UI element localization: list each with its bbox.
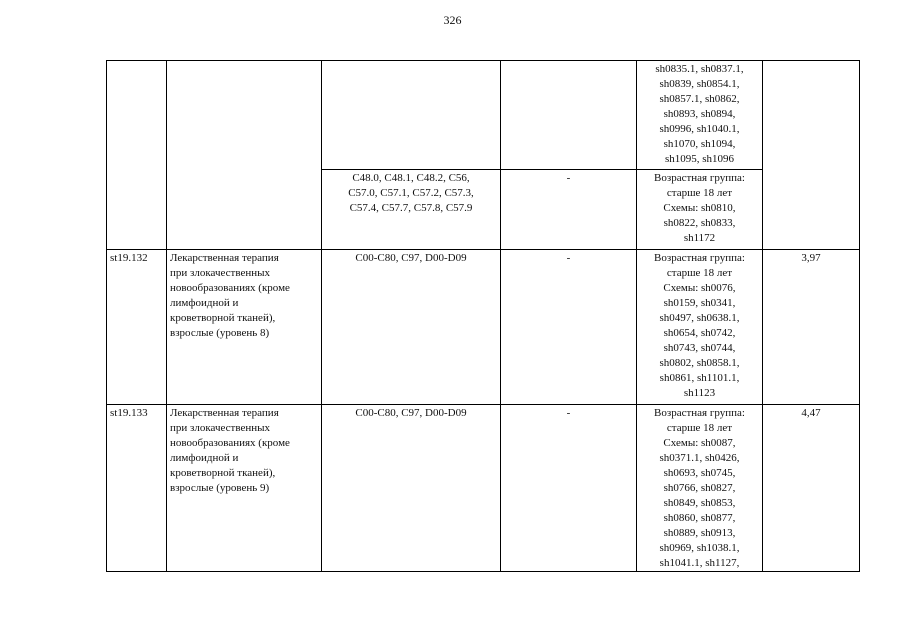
procedures-cell <box>501 61 637 170</box>
procedures-cell: - <box>501 250 637 405</box>
diagnoses-cell <box>322 405 501 572</box>
coefficient-cell: 3,97 <box>763 250 860 405</box>
tariff-table <box>106 60 860 572</box>
cell-line: sh0497, sh0638.1, <box>659 312 740 324</box>
cell-line: C57.0, C57.1, C57.2, C57.3, <box>348 187 474 199</box>
cell-line: sh0969, sh1038.1, <box>659 542 740 554</box>
table-row <box>107 250 860 405</box>
cell-line: кроветворной тканей), <box>170 467 276 479</box>
cell-line: sh0889, sh0913, <box>663 527 736 539</box>
cell-line: sh0893, sh0894, <box>663 108 736 120</box>
cell-line: sh0839, sh0854.1, <box>659 78 740 90</box>
cell-line: sh0860, sh0877, <box>663 512 736 524</box>
diagnoses-cell <box>322 170 501 250</box>
cell-line: Возрастная группа: <box>654 252 745 264</box>
cell-line: sh0861, sh1101.1, <box>659 372 740 384</box>
diagnoses-cell <box>322 250 501 405</box>
cell-line: Схемы: sh0810, <box>663 202 736 214</box>
cell-line: sh1070, sh1094, <box>663 138 736 150</box>
cell-line: при злокачественных <box>170 422 271 434</box>
criteria-cell <box>637 250 763 405</box>
name-cell <box>167 405 322 572</box>
cell-line: Возрастная группа: <box>654 172 745 184</box>
name-cell <box>167 61 322 250</box>
cell-line: sh0822, sh0833, <box>663 217 736 229</box>
cell-line: sh1095, sh1096 <box>664 153 735 165</box>
cell-line: при злокачественных <box>170 267 271 279</box>
cell-line: новообразованиях (кроме <box>170 282 290 294</box>
cell-line: Схемы: sh0087, <box>663 437 736 449</box>
cell-line: старше 18 лет <box>666 422 733 434</box>
criteria-cell <box>637 61 763 170</box>
diagnoses-cell <box>322 61 501 170</box>
cell-line: sh0371.1, sh0426, <box>659 452 740 464</box>
cell-line: Лекарственная терапия <box>170 252 279 264</box>
cell-line: C00-C80, C97, D00-D09 <box>355 252 467 264</box>
cell-line: sh0996, sh1040.1, <box>659 123 740 135</box>
cell-line: sh1041.1, sh1127, <box>659 557 740 569</box>
cell-line: кроветворной тканей), <box>170 312 276 324</box>
cell-line: sh1123 <box>683 387 716 399</box>
cell-line: взрослые (уровень 8) <box>170 327 270 339</box>
cell-line: sh1172 <box>683 232 716 244</box>
cell-line: sh0802, sh0858.1, <box>659 357 740 369</box>
cell-line: sh0835.1, sh0837.1, <box>655 63 744 75</box>
cell-line: Схемы: sh0076, <box>663 282 736 294</box>
procedures-cell: - <box>501 170 637 250</box>
cell-line: старше 18 лет <box>666 267 733 279</box>
cell-line: новообразованиях (кроме <box>170 437 290 449</box>
criteria-cell <box>637 170 763 250</box>
cell-line: C00-C80, C97, D00-D09 <box>355 407 467 419</box>
cell-line: sh0766, sh0827, <box>663 482 736 494</box>
cell-line: sh0743, sh0744, <box>663 342 736 354</box>
table-row <box>107 405 860 572</box>
name-cell <box>167 250 322 405</box>
code-cell: st19.133 <box>107 405 167 572</box>
cell-line: sh0159, sh0341, <box>663 297 736 309</box>
cell-line: старше 18 лет <box>666 187 733 199</box>
code-cell <box>107 61 167 250</box>
cell-line: C48.0, C48.1, C48.2, C56, <box>352 172 470 184</box>
code-cell: st19.132 <box>107 250 167 405</box>
procedures-cell: - <box>501 405 637 572</box>
cell-line: sh0693, sh0745, <box>663 467 736 479</box>
cell-line: лимфоидной и <box>170 452 239 464</box>
cell-line: Лекарственная терапия <box>170 407 279 419</box>
criteria-cell <box>637 405 763 572</box>
cell-line: C57.4, C57.7, C57.8, C57.9 <box>349 202 473 214</box>
coefficient-cell: 4,47 <box>763 405 860 572</box>
table-row <box>107 61 860 170</box>
page-number: 326 <box>443 13 462 27</box>
cell-line: лимфоидной и <box>170 297 239 309</box>
cell-line: взрослые (уровень 9) <box>170 482 270 494</box>
cell-line: sh0849, sh0853, <box>663 497 736 509</box>
cell-line: sh0857.1, sh0862, <box>659 93 740 105</box>
coefficient-cell <box>763 61 860 250</box>
cell-line: sh0654, sh0742, <box>663 327 736 339</box>
cell-line: Возрастная группа: <box>654 407 745 419</box>
